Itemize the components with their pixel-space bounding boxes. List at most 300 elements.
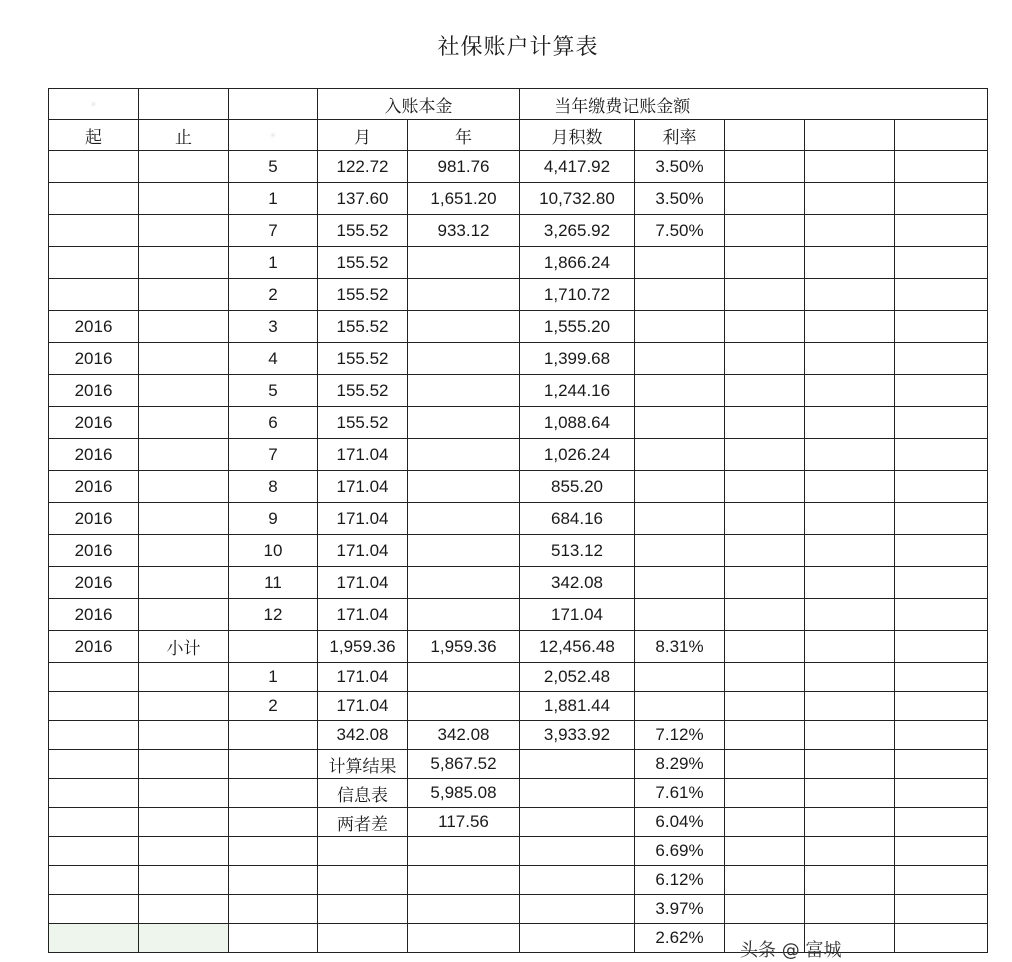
extra-col-cell — [805, 279, 895, 311]
rate-cell — [635, 247, 725, 279]
start-year-cell — [49, 750, 139, 779]
month-index-cell — [229, 779, 318, 808]
month-index-cell: 7 — [229, 215, 318, 247]
header-blank-cell — [725, 89, 988, 120]
rate-cell — [635, 567, 725, 599]
extra-col-cell — [725, 375, 805, 407]
month-index-cell: 8 — [229, 471, 318, 503]
end-cell — [139, 779, 229, 808]
month-index-cell — [229, 808, 318, 837]
year-amount-cell — [408, 439, 520, 471]
header-row-columns — [49, 120, 988, 151]
extra-col-cell — [895, 535, 988, 567]
rate-cell — [635, 343, 725, 375]
extra-col-cell — [805, 895, 895, 924]
start-year-cell: 2016 — [49, 599, 139, 631]
extra-col-cell — [895, 631, 988, 663]
extra-col-cell — [895, 279, 988, 311]
end-cell — [139, 567, 229, 599]
extra-col-cell — [805, 247, 895, 279]
extra-col-header — [895, 120, 988, 151]
extra-col-cell — [725, 779, 805, 808]
month-index-cell: 7 — [229, 439, 318, 471]
extra-col-cell — [895, 407, 988, 439]
month-accum-cell: 1,026.24 — [520, 439, 635, 471]
month-accum-cell: 1,866.24 — [520, 247, 635, 279]
watermark: 头条 @ 富城 — [740, 940, 842, 961]
month-index-cell — [229, 866, 318, 895]
extra-col-cell — [895, 721, 988, 750]
extra-col-cell — [725, 503, 805, 535]
extra-col-cell — [725, 471, 805, 503]
month-index-cell — [229, 837, 318, 866]
header-blank-cell: · — [49, 89, 139, 120]
end-cell — [139, 535, 229, 567]
header-blank-cell — [229, 89, 318, 120]
month-index-cell — [229, 631, 318, 663]
table-row — [49, 837, 988, 866]
extra-col-cell — [895, 779, 988, 808]
start-year-cell: 2016 — [49, 631, 139, 663]
month-accum-cell: 1,555.20 — [520, 311, 635, 343]
extra-col-cell — [895, 567, 988, 599]
end-cell — [139, 311, 229, 343]
extra-col-cell — [725, 721, 805, 750]
extra-col-cell — [725, 866, 805, 895]
extra-col-cell — [725, 279, 805, 311]
month-amount-cell: 计算结果 — [318, 750, 408, 779]
end-cell — [139, 183, 229, 215]
month-amount-cell: 171.04 — [318, 503, 408, 535]
rate-cell: 6.12% — [635, 866, 725, 895]
extra-col-cell — [725, 343, 805, 375]
table-row — [49, 750, 988, 779]
extra-col-cell — [895, 183, 988, 215]
extra-col-cell — [725, 151, 805, 183]
extra-col-cell — [725, 567, 805, 599]
extra-col-cell — [805, 471, 895, 503]
table-row — [49, 924, 988, 953]
month-accum-cell: 3,265.92 — [520, 215, 635, 247]
extra-col-cell — [725, 439, 805, 471]
end-cell — [139, 279, 229, 311]
extra-col-cell — [725, 247, 805, 279]
extra-col-cell — [805, 692, 895, 721]
table-row — [49, 866, 988, 895]
start-year-cell: 2016 — [49, 503, 139, 535]
year-amount-cell: 1,651.20 — [408, 183, 520, 215]
extra-col-cell — [895, 215, 988, 247]
extra-col-cell — [895, 895, 988, 924]
extra-col-cell — [805, 183, 895, 215]
start-year-cell: 2016 — [49, 471, 139, 503]
start-year-cell: 2016 — [49, 375, 139, 407]
header-row-group — [49, 89, 988, 120]
rate-cell — [635, 692, 725, 721]
end-cell: 小计 — [139, 631, 229, 663]
table-row — [49, 567, 988, 599]
extra-col-cell — [725, 535, 805, 567]
year-amount-cell: 117.56 — [408, 808, 520, 837]
sheet-title: 社保账户计算表 — [437, 35, 599, 60]
end-cell — [139, 407, 229, 439]
start-year-cell — [49, 895, 139, 924]
month-accum-cell: 10,732.80 — [520, 183, 635, 215]
start-year-cell — [49, 808, 139, 837]
month-amount-cell: 171.04 — [318, 567, 408, 599]
month-amount-cell — [318, 895, 408, 924]
month-accum-cell: 171.04 — [520, 599, 635, 631]
extra-col-cell — [725, 311, 805, 343]
rate-cell: 3.50% — [635, 183, 725, 215]
year-amount-cell — [408, 311, 520, 343]
extra-col-cell — [895, 808, 988, 837]
year-amount-cell: 933.12 — [408, 215, 520, 247]
table-row — [49, 721, 988, 750]
end-cell — [139, 663, 229, 692]
year-amount-cell — [408, 866, 520, 895]
table-row — [49, 599, 988, 631]
table-row — [49, 631, 988, 663]
month-accum-cell: 513.12 — [520, 535, 635, 567]
month-amount-cell: 137.60 — [318, 183, 408, 215]
extra-col-cell — [895, 837, 988, 866]
month-amount-cell: 155.52 — [318, 375, 408, 407]
start-year-cell — [49, 663, 139, 692]
extra-col-header — [725, 120, 805, 151]
extra-col-cell — [805, 808, 895, 837]
table-row — [49, 663, 988, 692]
table-row — [49, 215, 988, 247]
extra-col-cell — [805, 439, 895, 471]
end-cell — [139, 599, 229, 631]
account-table — [48, 88, 988, 953]
year-amount-cell — [408, 375, 520, 407]
month-amount-cell: 155.52 — [318, 247, 408, 279]
month-accum-cell: 1,710.72 — [520, 279, 635, 311]
extra-col-cell — [895, 343, 988, 375]
table-row — [49, 503, 988, 535]
end-cell — [139, 151, 229, 183]
extra-col-cell — [725, 183, 805, 215]
extra-col-cell — [805, 151, 895, 183]
extra-col-cell — [725, 215, 805, 247]
table-row — [49, 375, 988, 407]
table-row — [49, 535, 988, 567]
month-accum-cell: 684.16 — [520, 503, 635, 535]
start-year-cell: 2016 — [49, 567, 139, 599]
col-rate-header: 利率 — [635, 120, 725, 151]
extra-col-cell — [805, 663, 895, 692]
year-amount-cell: 981.76 — [408, 151, 520, 183]
extra-col-cell — [725, 808, 805, 837]
month-amount-cell: 155.52 — [318, 311, 408, 343]
year-amount-cell — [408, 924, 520, 953]
table-row — [49, 311, 988, 343]
extra-col-cell — [895, 151, 988, 183]
extra-col-cell — [895, 503, 988, 535]
extra-col-cell — [805, 779, 895, 808]
extra-col-cell — [805, 567, 895, 599]
end-cell — [139, 375, 229, 407]
year-amount-cell: 1,959.36 — [408, 631, 520, 663]
start-year-cell: 2016 — [49, 311, 139, 343]
extra-col-cell — [805, 407, 895, 439]
end-cell — [139, 895, 229, 924]
month-accum-cell: 1,399.68 — [520, 343, 635, 375]
year-amount-cell: 5,985.08 — [408, 779, 520, 808]
month-index-cell: 9 — [229, 503, 318, 535]
year-amount-cell — [408, 567, 520, 599]
year-amount-cell — [408, 837, 520, 866]
rate-cell: 3.97% — [635, 895, 725, 924]
table-row — [49, 895, 988, 924]
month-accum-cell: 1,088.64 — [520, 407, 635, 439]
table-row — [49, 407, 988, 439]
month-index-cell: 2 — [229, 279, 318, 311]
rate-cell — [635, 439, 725, 471]
year-amount-cell — [408, 343, 520, 375]
start-year-cell: 2016 — [49, 343, 139, 375]
month-accum-cell — [520, 750, 635, 779]
group-principal-header: 入账本金 — [318, 89, 520, 120]
table-row — [49, 779, 988, 808]
rate-cell — [635, 599, 725, 631]
start-year-cell — [49, 779, 139, 808]
end-cell — [139, 750, 229, 779]
extra-col-cell — [725, 692, 805, 721]
month-index-cell: 1 — [229, 183, 318, 215]
month-amount-cell — [318, 866, 408, 895]
col-month-header: 月 — [318, 120, 408, 151]
table-row — [49, 343, 988, 375]
end-cell — [139, 837, 229, 866]
month-amount-cell: 1,959.36 — [318, 631, 408, 663]
month-index-cell: 2 — [229, 692, 318, 721]
month-accum-cell: 2,052.48 — [520, 663, 635, 692]
start-year-cell — [49, 924, 139, 953]
month-index-cell — [229, 924, 318, 953]
month-index-cell: 1 — [229, 247, 318, 279]
start-year-cell — [49, 279, 139, 311]
rate-cell — [635, 407, 725, 439]
month-index-cell: 10 — [229, 535, 318, 567]
table-row — [49, 692, 988, 721]
month-amount-cell: 171.04 — [318, 535, 408, 567]
col-month-accum-header: 月积数 — [520, 120, 635, 151]
col-year-header: 年 — [408, 120, 520, 151]
extra-col-cell — [895, 663, 988, 692]
extra-col-cell — [725, 599, 805, 631]
extra-col-cell — [725, 663, 805, 692]
month-index-cell: 5 — [229, 151, 318, 183]
rate-cell: 8.31% — [635, 631, 725, 663]
month-amount-cell: 171.04 — [318, 439, 408, 471]
month-accum-cell: 1,881.44 — [520, 692, 635, 721]
year-amount-cell — [408, 692, 520, 721]
extra-col-cell — [895, 311, 988, 343]
extra-col-cell — [725, 837, 805, 866]
extra-col-cell — [725, 631, 805, 663]
rate-cell: 6.04% — [635, 808, 725, 837]
month-index-cell: 11 — [229, 567, 318, 599]
extra-col-cell — [895, 692, 988, 721]
year-amount-cell — [408, 663, 520, 692]
start-year-cell — [49, 183, 139, 215]
rate-cell — [635, 471, 725, 503]
extra-col-cell — [805, 535, 895, 567]
extra-col-cell — [895, 247, 988, 279]
year-amount-cell — [408, 895, 520, 924]
month-index-cell: 1 — [229, 663, 318, 692]
extra-col-cell — [895, 599, 988, 631]
start-year-cell — [49, 247, 139, 279]
extra-col-cell — [805, 375, 895, 407]
month-accum-cell: 4,417.92 — [520, 151, 635, 183]
rate-cell — [635, 279, 725, 311]
month-index-cell: 6 — [229, 407, 318, 439]
year-amount-cell — [408, 503, 520, 535]
extra-col-cell — [805, 599, 895, 631]
month-amount-cell: 155.52 — [318, 407, 408, 439]
start-year-cell — [49, 215, 139, 247]
month-amount-cell: 171.04 — [318, 663, 408, 692]
month-accum-cell — [520, 779, 635, 808]
year-amount-cell — [408, 279, 520, 311]
extra-col-cell — [895, 866, 988, 895]
month-accum-cell — [520, 895, 635, 924]
extra-col-cell — [805, 631, 895, 663]
month-amount-cell: 171.04 — [318, 599, 408, 631]
rate-cell: 7.12% — [635, 721, 725, 750]
month-accum-cell — [520, 837, 635, 866]
rate-cell — [635, 311, 725, 343]
table-row — [49, 808, 988, 837]
month-amount-cell: 171.04 — [318, 692, 408, 721]
year-amount-cell — [408, 599, 520, 631]
extra-col-cell — [805, 215, 895, 247]
year-amount-cell — [408, 247, 520, 279]
table-row — [49, 279, 988, 311]
month-accum-cell: 1,244.16 — [520, 375, 635, 407]
month-amount-cell: 171.04 — [318, 471, 408, 503]
month-amount-cell: 155.52 — [318, 279, 408, 311]
end-cell — [139, 924, 229, 953]
month-index-cell: 12 — [229, 599, 318, 631]
table-row — [49, 439, 988, 471]
extra-col-cell — [805, 721, 895, 750]
header-blank-cell — [139, 89, 229, 120]
end-cell — [139, 247, 229, 279]
end-cell — [139, 866, 229, 895]
rate-cell: 7.50% — [635, 215, 725, 247]
month-amount-cell — [318, 924, 408, 953]
year-amount-cell — [408, 535, 520, 567]
rate-cell: 7.61% — [635, 779, 725, 808]
start-year-cell: 2016 — [49, 439, 139, 471]
month-amount-cell: 155.52 — [318, 343, 408, 375]
month-amount-cell: 342.08 — [318, 721, 408, 750]
extra-col-cell — [805, 311, 895, 343]
year-amount-cell — [408, 407, 520, 439]
start-year-cell: 2016 — [49, 535, 139, 567]
end-cell — [139, 808, 229, 837]
month-index-cell — [229, 895, 318, 924]
col-end-header: 止 — [139, 120, 229, 151]
group-annual-header: 当年缴费记账金额 — [520, 89, 725, 120]
month-index-cell — [229, 721, 318, 750]
extra-col-cell — [895, 375, 988, 407]
rate-cell — [635, 375, 725, 407]
extra-col-cell — [805, 837, 895, 866]
end-cell — [139, 471, 229, 503]
year-amount-cell: 342.08 — [408, 721, 520, 750]
start-year-cell — [49, 721, 139, 750]
start-year-cell — [49, 866, 139, 895]
rate-cell: 6.69% — [635, 837, 725, 866]
col-month-index-header: ⋅ — [229, 120, 318, 151]
extra-col-cell — [725, 895, 805, 924]
extra-col-cell — [805, 866, 895, 895]
extra-col-cell — [895, 924, 988, 953]
extra-col-cell — [895, 750, 988, 779]
month-accum-cell — [520, 866, 635, 895]
year-amount-cell — [408, 471, 520, 503]
month-index-cell: 3 — [229, 311, 318, 343]
month-amount-cell: 155.52 — [318, 215, 408, 247]
month-index-cell: 4 — [229, 343, 318, 375]
rate-cell — [635, 663, 725, 692]
col-start-header: 起 — [49, 120, 139, 151]
start-year-cell — [49, 151, 139, 183]
month-accum-cell: 12,456.48 — [520, 631, 635, 663]
month-amount-cell: 两者差 — [318, 808, 408, 837]
end-cell — [139, 343, 229, 375]
extra-col-cell — [725, 750, 805, 779]
rate-cell — [635, 535, 725, 567]
month-amount-cell: 信息表 — [318, 779, 408, 808]
month-accum-cell — [520, 808, 635, 837]
extra-col-cell — [895, 439, 988, 471]
end-cell — [139, 215, 229, 247]
end-cell — [139, 692, 229, 721]
month-index-cell: 5 — [229, 375, 318, 407]
month-amount-cell: 122.72 — [318, 151, 408, 183]
month-index-cell — [229, 750, 318, 779]
month-amount-cell — [318, 837, 408, 866]
month-accum-cell: 342.08 — [520, 567, 635, 599]
extra-col-header — [805, 120, 895, 151]
start-year-cell: 2016 — [49, 407, 139, 439]
end-cell — [139, 439, 229, 471]
rate-cell: 3.50% — [635, 151, 725, 183]
table-row — [49, 247, 988, 279]
extra-col-cell — [895, 471, 988, 503]
extra-col-cell — [805, 343, 895, 375]
end-cell — [139, 721, 229, 750]
rate-cell — [635, 503, 725, 535]
end-cell — [139, 503, 229, 535]
year-amount-cell: 5,867.52 — [408, 750, 520, 779]
table-row — [49, 151, 988, 183]
table-row — [49, 183, 988, 215]
extra-col-cell — [725, 407, 805, 439]
month-accum-cell: 3,933.92 — [520, 721, 635, 750]
rate-cell: 2.62% — [635, 924, 725, 953]
start-year-cell — [49, 837, 139, 866]
extra-col-cell — [805, 503, 895, 535]
month-accum-cell — [520, 924, 635, 953]
